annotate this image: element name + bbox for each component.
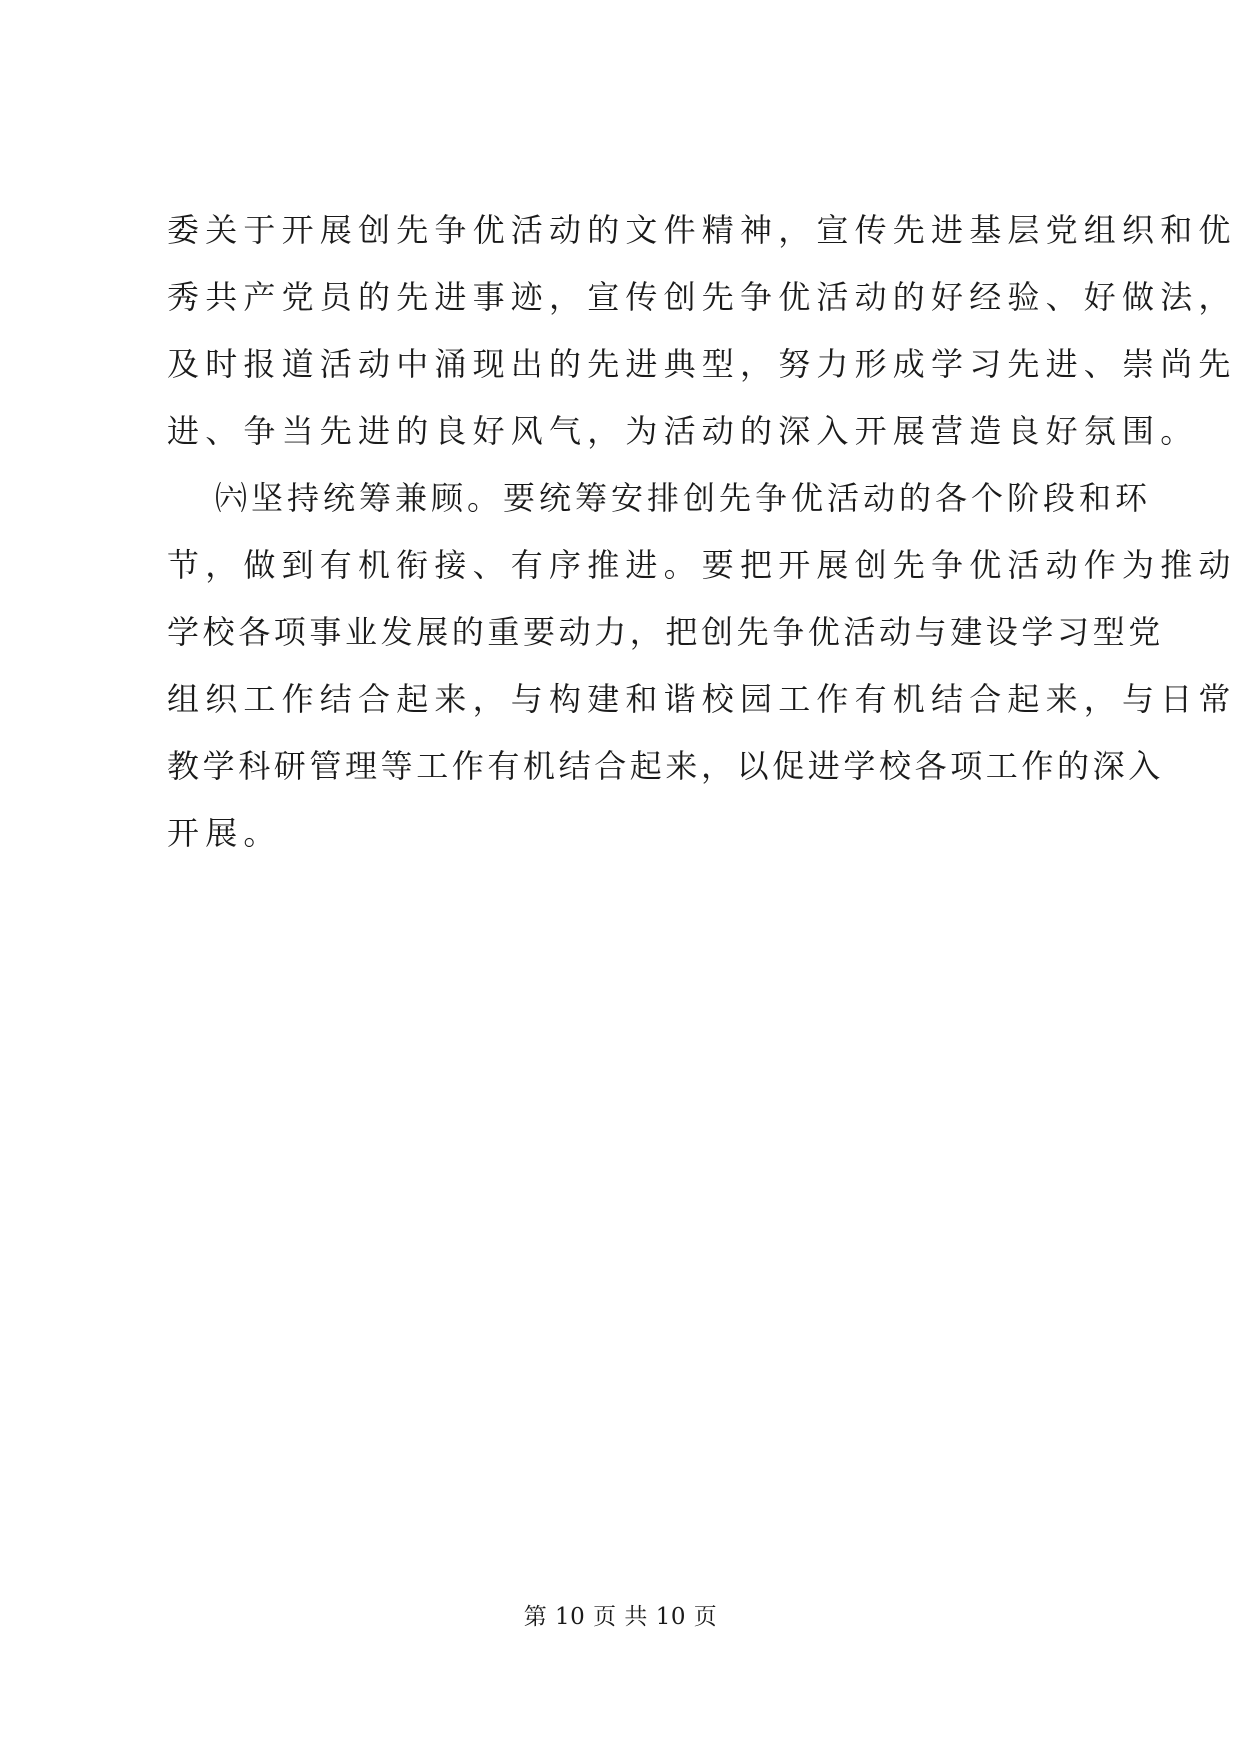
paragraph-line: 及时报道活动中涌现出的先进典型，努力形成学习先进、崇尚先 bbox=[167, 345, 1237, 383]
paragraph-line: 学校各项事业发展的重要动力，把创先争优活动与建设学习型党 bbox=[167, 613, 1164, 651]
page-number: 第 10 页 共 10 页 bbox=[523, 1604, 718, 1630]
paragraph-line: 组织工作结合起来，与构建和谐校园工作有机结合起来，与日常 bbox=[167, 680, 1237, 718]
paragraph-line: ㈥坚持统筹兼顾。要统筹安排创先争优活动的各个阶段和环 bbox=[215, 479, 1152, 517]
body-text bbox=[167, 204, 1237, 874]
paragraph-line: 进、争当先进的良好风气，为活动的深入开展营造良好氛围。 bbox=[167, 412, 1199, 450]
paragraph-line: 节，做到有机衔接、有序推进。要把开展创先争优活动作为推动 bbox=[167, 546, 1237, 584]
page-footer bbox=[0, 1602, 1241, 1632]
paragraph-line: 秀共产党员的先进事迹，宣传创先争优活动的好经验、好做法， bbox=[167, 278, 1237, 316]
paragraph-line: 教学科研管理等工作有机结合起来，以促进学校各项工作的深入 bbox=[167, 747, 1164, 785]
paragraph-line: 开展。 bbox=[167, 814, 282, 852]
paragraph-line: 委关于开展创先争优活动的文件精神，宣传先进基层党组织和优 bbox=[167, 211, 1237, 249]
